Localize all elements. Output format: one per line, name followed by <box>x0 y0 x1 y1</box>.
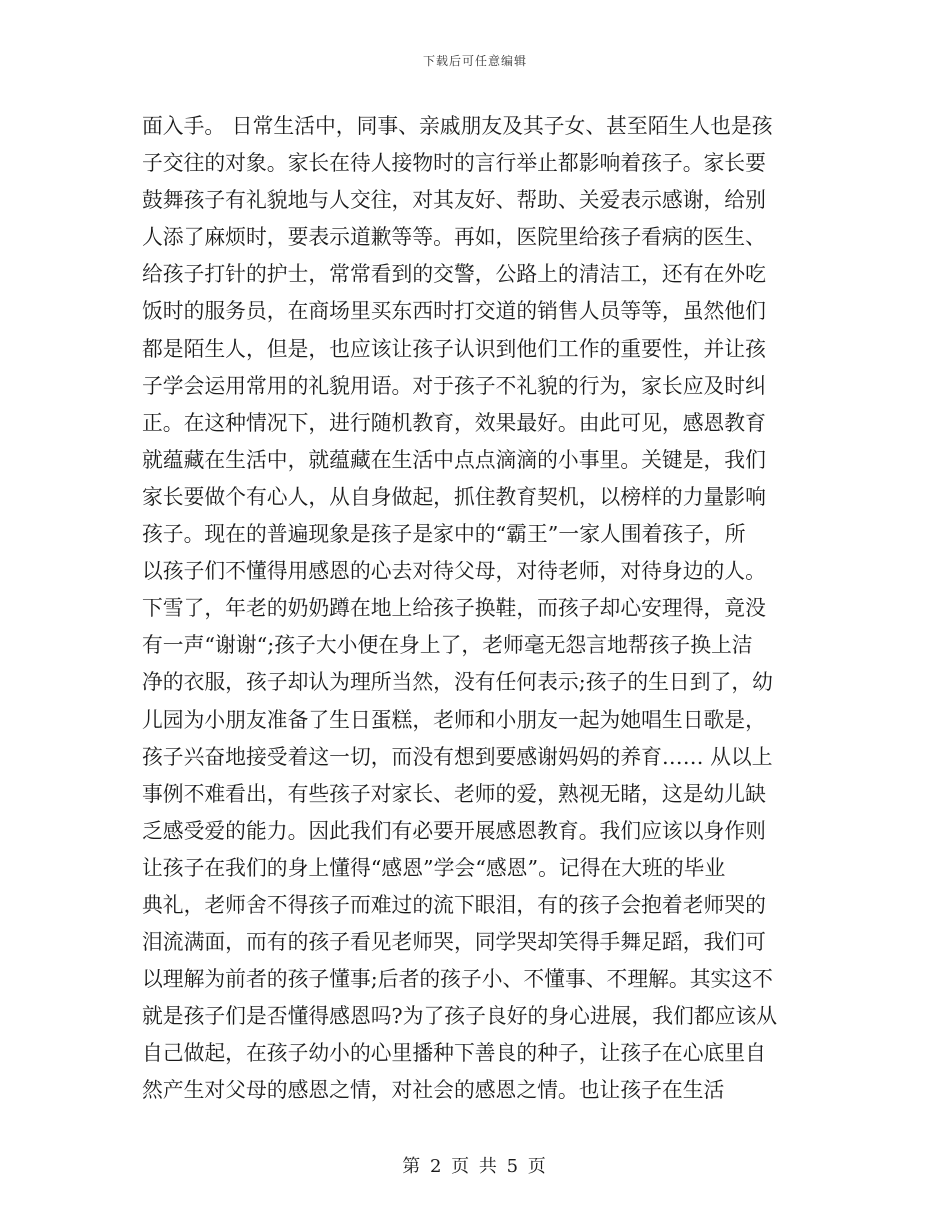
body-line: 净的衣服，孩子却认为理所当然，没有任何表示;孩子的生日到了，幼 <box>142 670 773 695</box>
body-line: 孩子。现在的普遍现象是孩子是家中的“霸王”一家人围着孩子，所 <box>142 522 746 547</box>
body-line: 家长要做个有心人，从自身做起，抓住教育契机，以榜样的力量影响 <box>142 484 766 509</box>
body-line: 下雪了，年老的奶奶蹲在地上给孩子换鞋，而孩子却心安理得，竟没 <box>142 596 766 621</box>
body-line: 乏感受爱的能力。因此我们有必要开展感恩教育。我们应该以身作则 <box>142 818 766 843</box>
body-line: 以理解为前者的孩子懂事;后者的孩子小、不懂事、不理解。其实这不 <box>142 967 773 992</box>
body-line: 给孩子打针的护士，常常看到的交警，公路上的清洁工，还有在外吃 <box>142 262 766 287</box>
body-line: 孩子兴奋地接受着这一切，而没有想到要感谢妈妈的养育…… 从以上 <box>142 744 773 769</box>
body-line: 人添了麻烦时，要表示道歉等等。再如，医院里给孩子看病的医生、 <box>142 225 766 250</box>
body-line: 泪流满面，而有的孩子看见老师哭，同学哭却笑得手舞足蹈，我们可 <box>142 930 766 955</box>
page-number: 第 2 页 共 5 页 <box>402 1156 548 1177</box>
body-line: 让孩子在我们的身上懂得“感恩”学会“感恩”。记得在大班的毕业 <box>142 855 726 880</box>
body-line: 子学会运用常用的礼貌用语。对于孩子不礼貌的行为，家长应及时纠 <box>142 373 766 398</box>
body-line: 都是陌生人，但是，也应该让孩子认识到他们工作的重要性，并让孩 <box>142 336 766 361</box>
body-line: 就是孩子们是否懂得感恩吗?为了孩子良好的身心进展，我们都应该从 <box>142 1004 778 1029</box>
body-line: 儿园为小朋友准备了生日蛋糕，老师和小朋友一起为她唱生日歌是， <box>142 707 766 732</box>
body-line: 事例不难看出，有些孩子对家长、老师的爱，熟视无睹，这是幼儿缺 <box>142 781 766 806</box>
document-body <box>142 108 802 1110</box>
body-line: 就蕴藏在生活中，就蕴藏在生活中点点滴滴的小事里。关键是，我们 <box>142 447 766 472</box>
body-line: 以孩子们不懂得用感恩的心去对待父母，对待老师，对待身边的人。 <box>142 559 766 584</box>
body-line: 典礼，老师舍不得孩子而难过的流下眼泪，有的孩子会抱着老师哭的 <box>142 892 766 917</box>
body-line: 有一声“谢谢“;孩子大小便在身上了，老师毫无怨言地帮孩子换上洁 <box>142 633 753 658</box>
body-line: 子交往的对象。家长在待人接物时的言行举止都影响着孩子。家长要 <box>142 151 766 176</box>
body-line: 正。在这种情况下，进行随机教育，效果最好。由此可见，感恩教育 <box>142 410 766 435</box>
body-line: 鼓舞孩子有礼貌地与人交往，对其友好、帮助、关爱表示感谢，给别 <box>142 188 766 213</box>
body-line: 面入手。 日常生活中，同事、亲戚朋友及其子女、甚至陌生人也是孩 <box>142 114 773 138</box>
body-line: 然产生对父母的感恩之情，对社会的感恩之情。也让孩子在生活 <box>142 1078 725 1103</box>
body-line: 自己做起，在孩子幼小的心里播种下善良的种子，让孩子在心底里自 <box>142 1041 766 1066</box>
page-header: 下载后可任意编辑 <box>422 54 527 68</box>
body-line: 饭时的服务员，在商场里买东西时打交道的销售人员等等，虽然他们 <box>142 299 766 324</box>
